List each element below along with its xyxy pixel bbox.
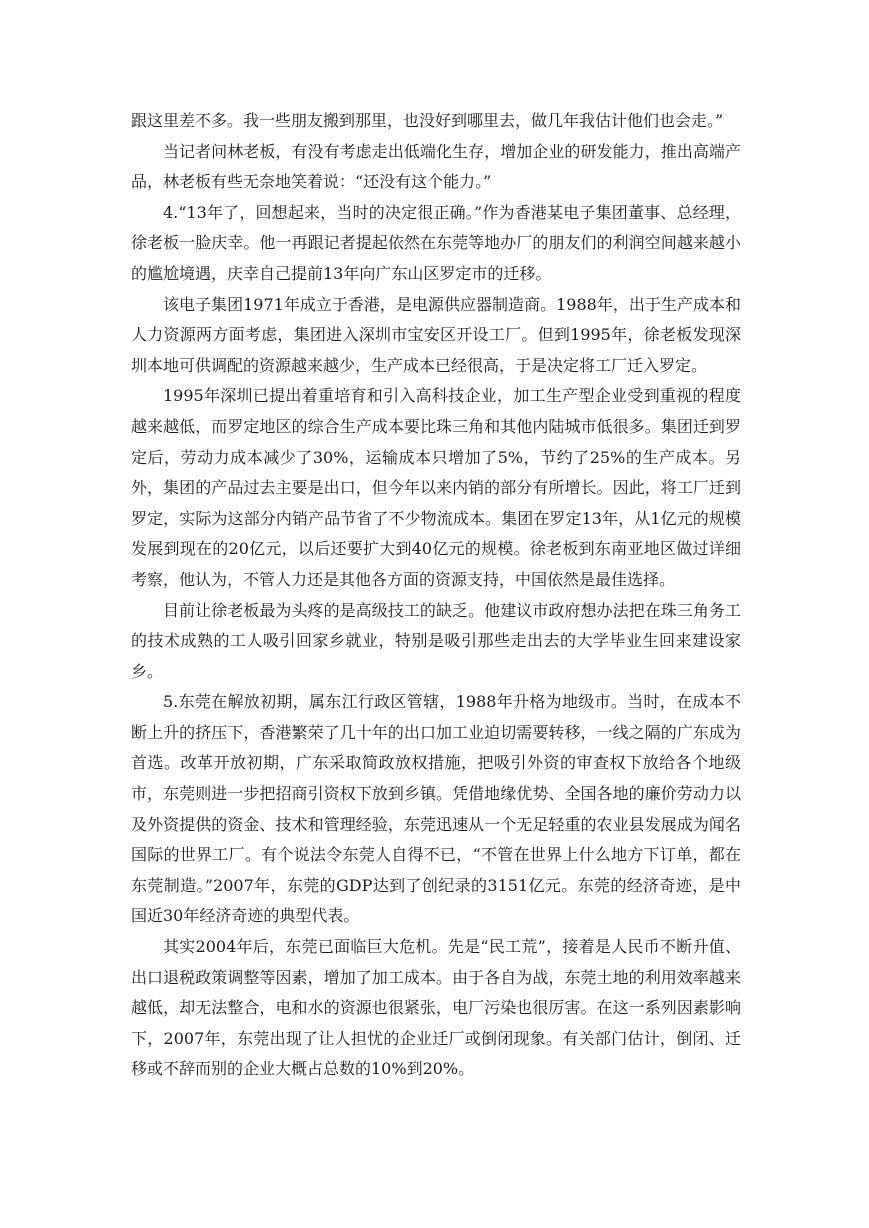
- paragraph-section-5: 5.东莞在解放初期，属东江行政区管辖，1988年升格为地级市。当时，在成本不断上升的挤压下，香港繁荣了几十年的出口加工业迫切需要转移，一线之隔的广东成为首选。改革开放初期，广东采取简政放权措施，把吸引外资的审查权下放给各个地级市，东莞则进一步把招商引资权下放到乡镇。凭借地缘优势、全国各地的廉价劳动力以及外资提供的资金、技术和管理经验，东莞迅速从一个无足轻重的农业县发展成为闻名国际的世界工厂。有个说法令东莞人自得不已，“不管在世界上什么地方下订单，都在东莞制造。”2007年，东莞的GDP达到了创纪录的3151亿元。东莞的经济奇迹，是中国近30年经济奇迹的典型代表。: [131, 692, 741, 926]
- paragraph: 当记者问林老板，有没有考虑走出低端化生存，增加企业的研发能力，推出高端产品，林老板有些无奈地笑着说：“还没有这个能力。”: [131, 141, 741, 192]
- article-body: [131, 106, 741, 1085]
- paragraph: 该电子集团1971年成立于香港，是电源供应器制造商。1988年，出于生产成本和人力资源两方面考虑，集团进入深圳市宝安区开设工厂。但到1995年，徐老板发现深圳本地可供调配的资源越来越少，生产成本已经很高，于是决定将工厂迁入罗定。: [131, 294, 741, 375]
- paragraph-section-4: 4.“13年了，回想起来，当时的决定很正确。”作为香港某电子集团董事、总经理，徐老板一脸庆幸。他一再跟记者提起依然在东莞等地办厂的朋友们的利润空间越来越小的尴尬境遇，庆幸自己提前13年向广东山区罗定市的迁移。: [131, 202, 741, 283]
- paragraph: 其实2004年后，东莞已面临巨大危机。先是“民工荒”，接着是人民币不断升值、出口退税政策调整等因素，增加了加工成本。由于各自为战，东莞土地的利用效率越来越低，却无法整合，电和水的资源也很紧张，电厂污染也很厉害。在这一系列因素影响下，2007年，东莞出现了让人担忧的企业迁厂或倒闭现象。有关部门估计，倒闭、迁移或不辞而别的企业大概占总数的10%到20%。: [131, 937, 741, 1079]
- paragraph-continued: 跟这里差不多。我一些朋友搬到那里，也没好到哪里去，做几年我估计他们也会走。”: [131, 111, 724, 130]
- paragraph: 目前让徐老板最为头疼的是高级技工的缺乏。他建议市政府想办法把在珠三角务工的技术成熟的工人吸引回家乡就业，特别是吸引那些走出去的大学毕业生回来建设家乡。: [131, 600, 741, 681]
- paragraph: 1995年深圳已提出着重培育和引入高科技企业，加工生产型企业受到重视的程度越来越低，而罗定地区的综合生产成本要比珠三角和其他内陆城市低很多。集团迁到罗定后，劳动力成本减少了30%，运输成本只增加了5%，节约了25%的生产成本。另外，集团的产品过去主要是出口，但今年以来内销的部分有所增长。因此，将工厂迁到罗定，实际为这部分内销产品节省了不少物流成本。集团在罗定13年，从1亿元的规模发展到现在的20亿元，以后还要扩大到40亿元的规模。徐老板到东南亚地区做过详细考察，他认为，不管人力还是其他各方面的资源支持，中国依然是最佳选择。: [131, 386, 741, 589]
